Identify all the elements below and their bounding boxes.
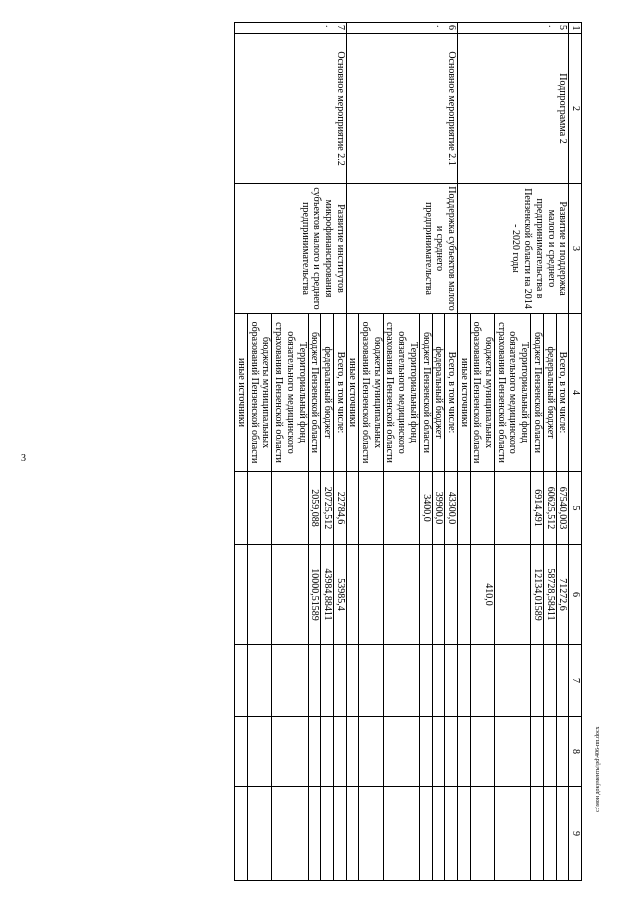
value-col-8	[235, 717, 248, 787]
funding-source: иные источники	[346, 314, 359, 472]
value-col-8	[383, 717, 419, 787]
value-col-9	[445, 787, 458, 881]
value-col-7	[531, 645, 544, 717]
program-name: Подпрограмма 2	[457, 34, 568, 184]
value-col-9	[457, 787, 470, 881]
value-col-6	[346, 545, 359, 645]
program-name: Основное мероприятие 2.2	[235, 34, 346, 184]
value-col-5: 6914,491	[531, 472, 544, 545]
value-col-6: 12134,01589	[531, 545, 544, 645]
value-col-9	[248, 787, 272, 881]
value-col-9	[321, 787, 334, 881]
value-col-7	[346, 645, 359, 717]
value-col-7	[432, 645, 445, 717]
funding-source: Всего, в том числе:	[556, 314, 569, 472]
header-cell: 3	[569, 184, 582, 314]
value-col-5: 3400,0	[419, 472, 432, 545]
program-name: Основное мероприятие 2.1	[346, 34, 457, 184]
value-col-8	[432, 717, 445, 787]
header-cell: 7	[569, 645, 582, 717]
value-col-7	[321, 645, 334, 717]
funding-source: иные источники	[457, 314, 470, 472]
value-col-5	[470, 472, 494, 545]
value-col-9	[383, 787, 419, 881]
value-col-8	[248, 717, 272, 787]
value-col-9	[333, 787, 346, 881]
funding-source: бюджеты муниципальных образований Пензенской области	[359, 314, 383, 472]
value-col-6	[383, 545, 419, 645]
value-col-5	[457, 472, 470, 545]
value-col-8	[419, 717, 432, 787]
header-cell: 5	[569, 472, 582, 545]
value-col-6: 10000,51589	[308, 545, 321, 645]
table-row	[445, 23, 458, 881]
value-col-6: 410,0	[470, 545, 494, 645]
program-description: Развитие и поддержка малого и среднего предпринимательства в Пензенской области на 2014 - 2020 годы	[457, 184, 568, 314]
table-row	[556, 23, 569, 881]
value-col-8	[346, 717, 359, 787]
program-description: Развитие институтов микрофинансирования субъектов малого и среднего предпринимательства	[235, 184, 346, 314]
funding-source: бюджет Пензенской области	[531, 314, 544, 472]
value-col-9	[235, 787, 248, 881]
value-col-7	[543, 645, 556, 717]
value-col-9	[272, 787, 308, 881]
value-col-5: 20725,512	[321, 472, 334, 545]
funding-source: федеральный бюджет	[432, 314, 445, 472]
value-col-6	[445, 545, 458, 645]
value-col-9	[470, 787, 494, 881]
funding-source: иные источники	[235, 314, 248, 472]
value-col-9	[531, 787, 544, 881]
value-col-8	[333, 717, 346, 787]
value-col-7	[333, 645, 346, 717]
value-col-5: 67540,003	[556, 472, 569, 545]
value-col-5	[383, 472, 419, 545]
value-col-6	[457, 545, 470, 645]
value-col-8	[272, 717, 308, 787]
value-col-6: 43984,88411	[321, 545, 334, 645]
value-col-5: 22784,6	[333, 472, 346, 545]
value-col-9	[556, 787, 569, 881]
header-cell: 2	[569, 34, 582, 184]
value-col-6	[359, 545, 383, 645]
funding-source: бюджеты муниципальных образований Пензенской области	[470, 314, 494, 472]
value-col-8	[359, 717, 383, 787]
value-col-5	[495, 472, 531, 545]
row-number: 7.	[235, 23, 346, 34]
budget-table	[234, 22, 582, 881]
funding-source: федеральный бюджет	[321, 314, 334, 472]
value-col-9	[432, 787, 445, 881]
value-col-7	[235, 645, 248, 717]
value-col-7	[457, 645, 470, 717]
value-col-9	[346, 787, 359, 881]
value-col-8	[470, 717, 494, 787]
footer-file-path: c:\мои документы\pd\406-пп.docx	[595, 726, 601, 812]
value-col-5: 2059,088	[308, 472, 321, 545]
header-cell: 1	[569, 23, 582, 34]
value-col-6	[419, 545, 432, 645]
header-cell: 9	[569, 787, 582, 881]
value-col-6	[235, 545, 248, 645]
value-col-7	[359, 645, 383, 717]
value-col-5	[359, 472, 383, 545]
header-cell: 6	[569, 545, 582, 645]
value-col-7	[556, 645, 569, 717]
value-col-5: 43300,0	[445, 472, 458, 545]
value-col-6	[495, 545, 531, 645]
value-col-5	[346, 472, 359, 545]
value-col-5: 39900,0	[432, 472, 445, 545]
funding-source: Территориальный фонд обязательного медицинского страхования Пензенской области	[272, 314, 308, 472]
value-col-5	[272, 472, 308, 545]
value-col-7	[308, 645, 321, 717]
value-col-6: 53985,4	[333, 545, 346, 645]
value-col-6: 58728,58411	[543, 545, 556, 645]
value-col-7	[470, 645, 494, 717]
value-col-9	[419, 787, 432, 881]
value-col-7	[495, 645, 531, 717]
funding-source: Территориальный фонд обязательного медицинского страхования Пензенской области	[383, 314, 419, 472]
value-col-9	[359, 787, 383, 881]
value-col-7	[248, 645, 272, 717]
value-col-8	[457, 717, 470, 787]
value-col-8	[531, 717, 544, 787]
value-col-5	[235, 472, 248, 545]
funding-source: федеральный бюджет	[543, 314, 556, 472]
value-col-7	[272, 645, 308, 717]
value-col-8	[495, 717, 531, 787]
funding-source: Всего, в том числе:	[333, 314, 346, 472]
row-number: 5.	[457, 23, 568, 34]
rotated-table-wrapper	[85, 22, 582, 880]
funding-source: Всего, в том числе:	[445, 314, 458, 472]
value-col-5: 60625,512	[543, 472, 556, 545]
value-col-8	[445, 717, 458, 787]
value-col-8	[556, 717, 569, 787]
funding-source: бюджет Пензенской области	[308, 314, 321, 472]
value-col-5	[248, 472, 272, 545]
program-description: Поддержка субъектов малого и среднего предпринимательства	[346, 184, 457, 314]
value-col-9	[495, 787, 531, 881]
funding-source: Территориальный фонд обязательного медицинского страхования Пензенской области	[495, 314, 531, 472]
row-number: 6.	[346, 23, 457, 34]
value-col-6	[432, 545, 445, 645]
value-col-9	[543, 787, 556, 881]
value-col-7	[445, 645, 458, 717]
header-cell: 4	[569, 314, 582, 472]
value-col-8	[543, 717, 556, 787]
value-col-6	[272, 545, 308, 645]
page-number: 3	[21, 453, 26, 464]
value-col-6: 71272,6	[556, 545, 569, 645]
value-col-6	[248, 545, 272, 645]
table-row	[333, 23, 346, 881]
value-col-7	[419, 645, 432, 717]
header-row	[569, 23, 582, 881]
funding-source: бюджет Пензенской области	[419, 314, 432, 472]
funding-source: бюджеты муниципальных образований Пензенской области	[248, 314, 272, 472]
header-cell: 8	[569, 717, 582, 787]
value-col-9	[308, 787, 321, 881]
value-col-7	[383, 645, 419, 717]
value-col-8	[321, 717, 334, 787]
value-col-8	[308, 717, 321, 787]
